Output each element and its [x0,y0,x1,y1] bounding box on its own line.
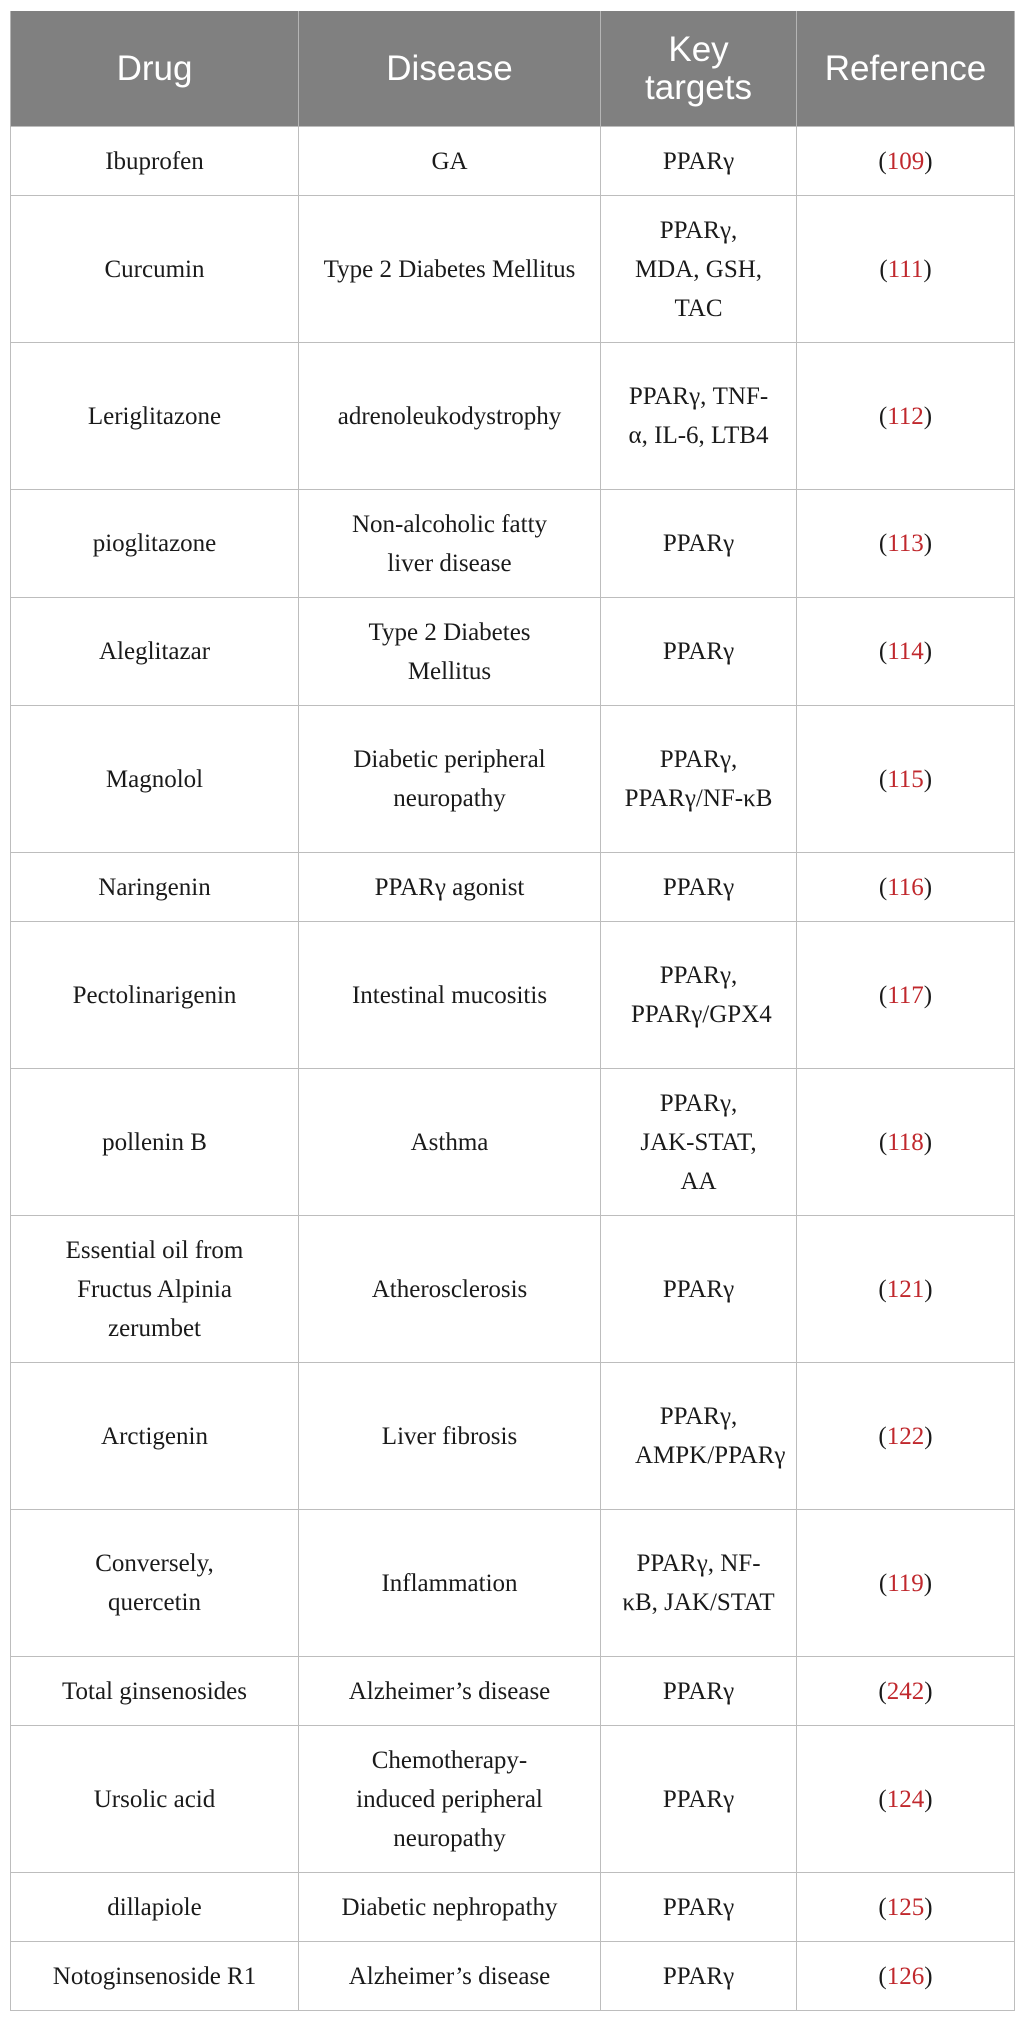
cell-targets: PPARγ [601,598,797,706]
table-row [11,853,1015,922]
header-drug: Drug [11,11,299,127]
cell-disease: Intestinal mucositis [299,922,601,1069]
reference-link[interactable]: 119 [887,1569,924,1597]
cell-drug: Ursolic acid [11,1726,299,1873]
cell-disease: Asthma [299,1069,601,1216]
table-row [11,1069,1015,1216]
cell-disease: Atherosclerosis [299,1216,601,1363]
cell-reference: (111) [797,196,1015,343]
table-row [11,1873,1015,1942]
reference-link[interactable]: 122 [886,1422,925,1450]
cell-targets: PPARγ [601,1942,797,2011]
table-row [11,706,1015,853]
table-row [11,490,1015,598]
cell-drug: Arctigenin [11,1363,299,1510]
cell-drug: Notoginsenoside R1 [11,1942,299,2011]
cell-targets: PPARγ, JAK-STAT, AA [601,1069,797,1216]
table-row [11,1657,1015,1726]
cell-reference: (114) [797,598,1015,706]
cell-disease: Chemotherapy-induced peripheral neuropathy [299,1726,601,1873]
cell-disease: GA [299,127,601,196]
cell-reference: (118) [797,1069,1015,1216]
cell-reference: (112) [797,343,1015,490]
cell-drug: Conversely, quercetin [11,1510,299,1657]
cell-reference: (109) [797,127,1015,196]
cell-disease: PPARγ agonist [299,853,601,922]
reference-link[interactable]: 126 [886,1962,925,1990]
cell-disease: Diabetic nephropathy [299,1873,601,1942]
reference-link[interactable]: 242 [886,1677,925,1705]
cell-disease: adrenoleukodystrophy [299,343,601,490]
cell-reference: (115) [797,706,1015,853]
table-row [11,343,1015,490]
reference-link[interactable]: 118 [887,1128,924,1156]
cell-disease: Alzheimer’s disease [299,1657,601,1726]
cell-disease: Inflammation [299,1510,601,1657]
reference-link[interactable]: 114 [887,638,924,665]
cell-drug: Total ginsenosides [11,1657,299,1726]
drug-table-container [10,11,1014,2011]
cell-targets: PPARγ [601,1657,797,1726]
cell-drug: Essential oil from Fructus Alpinia zerumbet [11,1216,299,1363]
cell-targets: PPARγ, MDA, GSH, TAC [601,196,797,343]
cell-drug: dillapiole [11,1873,299,1942]
reference-link[interactable]: 109 [886,147,925,175]
reference-link[interactable]: 112 [887,402,924,430]
cell-reference: (113) [797,490,1015,598]
table-row [11,196,1015,343]
cell-targets: PPARγ [601,853,797,922]
cell-targets: PPARγ, PPARγ/GPX4 [601,922,797,1069]
reference-link[interactable]: 116 [887,873,924,901]
cell-drug: pollenin B [11,1069,299,1216]
cell-targets: PPARγ [601,127,797,196]
table-row [11,1510,1015,1657]
cell-targets: PPARγ, TNF-α, IL-6, LTB4 [601,343,797,490]
cell-reference: (125) [797,1873,1015,1942]
header-reference: Reference [797,11,1015,127]
cell-reference: (122) [797,1363,1015,1510]
table-row [11,1726,1015,1873]
header-disease: Disease [299,11,601,127]
cell-targets: PPARγ, PPARγ/NF-κB [601,706,797,853]
cell-targets: PPARγ [601,1726,797,1873]
cell-drug: Pectolinarigenin [11,922,299,1069]
reference-link[interactable]: 125 [886,1893,925,1921]
cell-reference: (119) [797,1510,1015,1657]
reference-link[interactable]: 113 [887,530,924,557]
cell-reference: (242) [797,1657,1015,1726]
cell-drug: pioglitazone [11,490,299,598]
table-row [11,1216,1015,1363]
cell-targets: PPARγ [601,490,797,598]
cell-drug: Aleglitazar [11,598,299,706]
cell-targets: PPARγ [601,1216,797,1363]
reference-link[interactable]: 124 [886,1785,925,1813]
cell-reference: (126) [797,1942,1015,2011]
table-row [11,127,1015,196]
header-key-targets-label: Key targets [645,29,752,107]
table-row [11,1363,1015,1510]
reference-link[interactable]: 115 [887,765,924,793]
cell-disease: Type 2 Diabetes Mellitus [299,598,601,706]
cell-reference: (116) [797,853,1015,922]
table-row [11,1942,1015,2011]
cell-disease: Non-alcoholic fatty liver disease [299,490,601,598]
cell-disease: Alzheimer’s disease [299,1942,601,2011]
cell-drug: Leriglitazone [11,343,299,490]
cell-disease: Diabetic peripheral neuropathy [299,706,601,853]
table-row [11,598,1015,706]
reference-link[interactable]: 121 [886,1275,925,1303]
cell-targets: PPARγ [601,1873,797,1942]
cell-targets: PPARγ, NF-κB, JAK/STAT [601,1510,797,1657]
cell-drug: Naringenin [11,853,299,922]
table-row [11,922,1015,1069]
cell-drug: Ibuprofen [11,127,299,196]
table-header-row [11,11,1015,127]
reference-link[interactable]: 111 [887,255,924,283]
header-key-targets [601,11,797,127]
cell-disease: Type 2 Diabetes Mellitus [299,196,601,343]
reference-link[interactable]: 117 [887,981,924,1009]
cell-disease: Liver fibrosis [299,1363,601,1510]
cell-drug: Magnolol [11,706,299,853]
cell-targets: PPARγ, AMPK/PPARγ [601,1363,797,1510]
cell-reference: (121) [797,1216,1015,1363]
drug-table [10,11,1015,2011]
cell-reference: (117) [797,922,1015,1069]
cell-reference: (124) [797,1726,1015,1873]
cell-drug: Curcumin [11,196,299,343]
